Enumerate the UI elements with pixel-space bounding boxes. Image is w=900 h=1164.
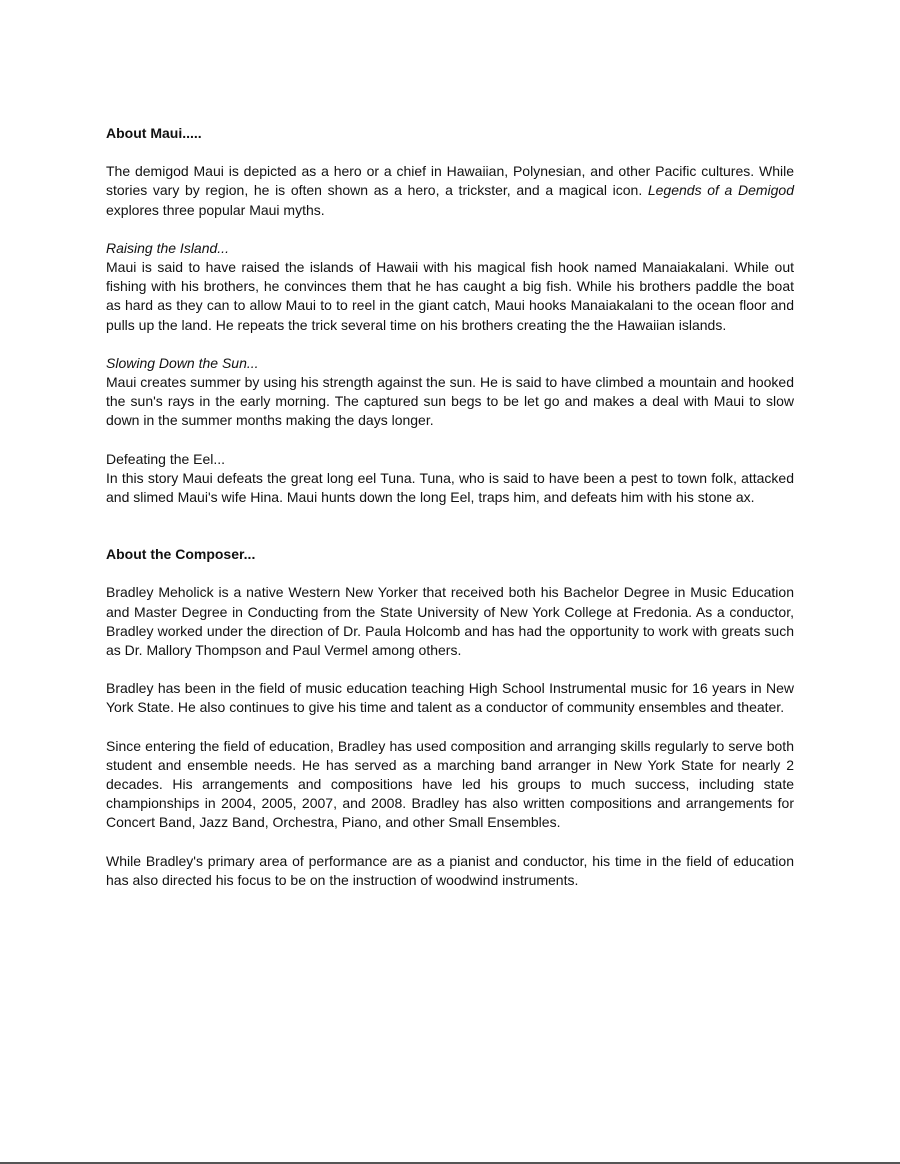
myth-title-sun: Slowing Down the Sun... xyxy=(106,354,259,371)
myth-text-sun: Maui creates summer by using his strength against the sun. He is said to have climbed a mountain and hooked the sun's rays in the early morning. The captured sun begs to be let go and makes a deal with Maui to slow down in the summer months making the days longer. xyxy=(106,374,794,429)
maui-intro-paragraph xyxy=(106,162,794,220)
book-title: Legends of a Demigod xyxy=(647,182,794,199)
document-page xyxy=(106,124,794,890)
composer-paragraph: Bradley has been in the field of music education teaching High School Instrumental music for 16 years in New York State. He also continues to give his time and talent as a conductor of community ensembles and theater. xyxy=(106,680,794,716)
about-maui-heading: About Maui..... xyxy=(106,125,202,141)
composer-paragraph: Bradley Meholick is a native Western New Yorker that received both his Bachelor Degree in Music Education and Master Degree in Conducting from the State University of New York College at Fredonia. As a conductor, Bradley worked under the direction of Dr. Paula Holcomb and has had the opportunity to work with greats such as Dr. Mallory Thompson and Paul Vermel among others. xyxy=(106,584,794,659)
composer-paragraph: While Bradley's primary area of performance are as a pianist and conductor, his time in the field of education has also directed his focus to be on the instruction of woodwind instruments. xyxy=(106,852,794,888)
composer-paragraph: Since entering the field of education, Bradley has used composition and arranging skills regularly to serve both student and ensemble needs. He has served as a marching band arranger in New York State for nearly 2 decades. His arrangements and compositions have led his groups to much success, including state championships in 2004, 2005, 2007, and 2008. Bradley has also written compositions and arrangements for Concert Band, Jazz Band, Orchestra, Piano, and other Small Ensembles. xyxy=(106,737,794,831)
maui-intro-text: The demigod Maui is depicted as a hero or a chief in Hawaiian, Polynesian, and other Pacific cultures. While stories vary by region, he is often shown as a hero, a trickster, and a magical icon. xyxy=(106,163,794,199)
myth-text-raising: Maui is said to have raised the islands of Hawaii with his magical fish hook named Manaiakalani. While out fishing with his brothers, he convinces them that he has caught a big fish. While his brothers paddle the boat as hard as they can to allow Maui to to reel in the giant catch, Maui hooks Manaiakalani to the ocean floor and pulls up the land. He repeats the trick several time on his brothers creating the the Hawaiian islands. xyxy=(106,259,794,333)
maui-intro-text-end: explores three popular Maui myths. xyxy=(106,201,325,218)
myth-title-eel: Defeating the Eel... xyxy=(106,450,226,467)
about-composer-heading: About the Composer... xyxy=(106,546,256,563)
myth-text-eel: In this story Maui defeats the great long eel Tuna. Tuna, who is said to have been a pest to town folk, attacked and slimed Maui's wife Hina. Maui hunts down the long Eel, traps him, and defeats him with his stone ax. xyxy=(106,469,794,506)
myth-title-raising: Raising the Island... xyxy=(106,239,229,256)
